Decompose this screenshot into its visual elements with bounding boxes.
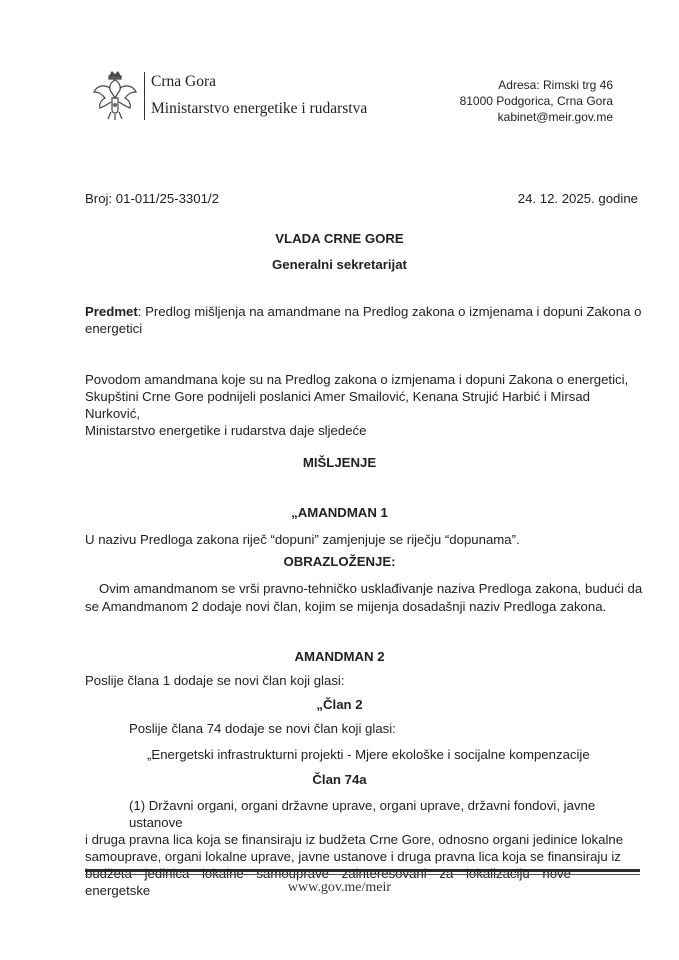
header-divider	[144, 72, 145, 120]
explanation-heading: OBRAZLOŽENJE:	[283, 554, 396, 569]
address-email: kabinet@meir.gov.me	[497, 110, 613, 124]
footer-rule	[85, 869, 640, 872]
address-city: 81000 Podgorica, Crna Gora	[459, 94, 613, 108]
intro-line: Skupštini Crne Gore podnijeli poslanici Amer Smailović, Kenana Strujić Harbić i Mirsad Nurković,	[85, 389, 591, 421]
subject-text-cont: energetici	[85, 321, 143, 336]
intro-line: Povodom amandmana koje su na Predlog zakona o izmjenama i dopuni Zakona o energetici,	[85, 372, 629, 387]
opinion-heading: MIŠLJENJE	[302, 455, 377, 470]
paragraph-line: (1) Državni organi, organi državne uprave, organi uprave, državni fondovi, javne ustanove	[129, 798, 596, 830]
intro-line: Ministarstvo energetike i rudarstva daje sljedeće	[85, 423, 367, 438]
article2-text: Poslije člana 74 dodaje se novi član koji glasi:	[129, 721, 396, 736]
article2-title: „Član 2	[316, 697, 363, 712]
article74a-title: Član 74a	[312, 772, 367, 787]
explanation-line: Ovim amandmanom se vrši pravno-tehničko usklađivanje naziva Predloga zakona, budući da	[99, 581, 643, 596]
address-street: Adresa: Rimski trg 46	[498, 78, 613, 92]
paragraph-line: samouprave, organi lokalne uprave, javne ustanove i druga pravna lica koja se finansiraju iz	[85, 849, 621, 864]
org-ministry: Ministarstvo energetike i rudarstva	[151, 100, 368, 117]
paragraph-line: energetske	[85, 883, 151, 898]
explanation-line: se Amandmanom 2 dodaje novi član, kojim se mijenja dosadašnji naziv Predloga zakona.	[85, 599, 607, 614]
subject-block	[85, 303, 645, 337]
quoted-heading: „Energetski infrastrukturni projekti - Mjere ekološke i socijalne kompenzacije	[147, 747, 590, 762]
footer-rule-thin	[85, 874, 640, 875]
subject-text: : Predlog mišljenja na amandmane na Predlog zakona o izmjenama i dopuni Zakona o	[137, 304, 642, 319]
intro-paragraph	[85, 371, 645, 439]
amendment2-title: AMANDMAN 2	[294, 649, 385, 664]
amendment1-title: „AMANDMAN 1	[291, 505, 388, 520]
address-block	[460, 77, 613, 125]
montenegro-coat-of-arms-icon	[91, 70, 139, 122]
amendment1-text: U nazivu Predloga zakona riječ “dopuni” zamjenjuje se riječju “dopunama”.	[85, 532, 520, 547]
document-date: 24. 12. 2025. godine	[517, 191, 638, 206]
footer-website: www.gov.me/meir	[287, 880, 392, 895]
recipient-secretariat: Generalni sekretarijat	[272, 257, 407, 272]
org-country: Crna Gora	[151, 73, 216, 90]
paragraph-line: i druga pravna lica koja se finansiraju iz budžeta Crne Gore, odnosno organi jedinice lokalne	[85, 832, 624, 847]
subject-label: Predmet	[85, 304, 138, 319]
document-number: Broj: 01-011/25-3301/2	[85, 191, 219, 206]
amendment2-intro: Poslije člana 1 dodaje se novi član koji glasi:	[85, 673, 345, 688]
recipient-government: VLADA CRNE GORE	[275, 231, 404, 246]
